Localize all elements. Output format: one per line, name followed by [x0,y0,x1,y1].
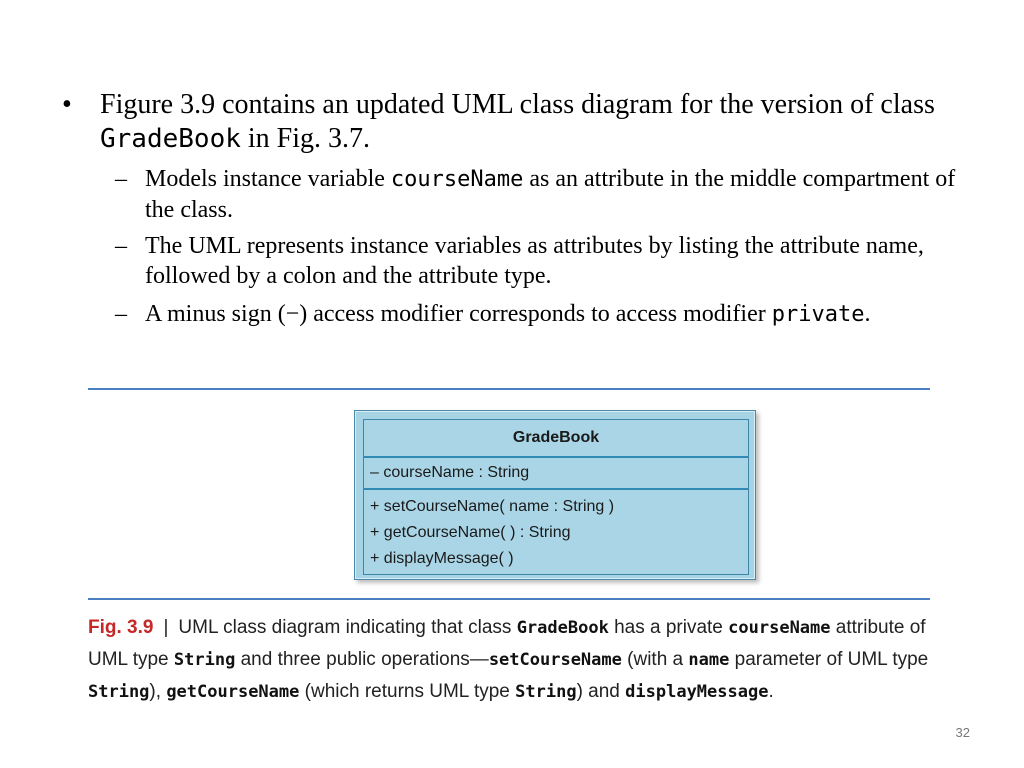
caption-code: getCourseName [166,682,300,702]
caption-separator: | [163,617,169,638]
sub-bullet-text: as an attribute in the middle compartment of the class. [145,166,956,223]
code-term: private [771,302,865,327]
code-term: GradeBook [100,124,241,154]
caption-text: has a private [608,617,729,638]
sub-bullet-marker: – [115,166,127,192]
caption-text: . [768,681,774,702]
sub-bullet [115,299,965,330]
bullet-marker: • [62,89,72,120]
caption-text: attribute of UML type [88,617,926,670]
uml-operation: + setCourseName( name : String ) [370,498,615,515]
sub-bullet-text: Models instance variable [145,166,391,192]
uml-operations-compartment [364,490,748,572]
sub-bullet [115,231,965,291]
main-bullet [62,88,970,156]
caption-text: (with a [621,649,689,670]
uml-class-box [363,419,749,575]
caption-code: String [173,650,236,670]
caption-code: GradeBook [516,618,609,638]
sub-bullet-marker: – [115,301,127,327]
uml-operation: + getCourseName( ) : String [370,524,571,541]
caption-text: (which returns UML type [299,681,516,702]
caption-code: name [688,650,730,670]
uml-attributes-compartment [364,458,748,490]
caption-code: courseName [728,618,831,638]
caption-text: and three public operations— [235,649,489,670]
figure-top-rule [88,388,930,390]
caption-code: displayMessage [625,682,769,702]
sub-bullet-text: The UML represents instance variables as attributes by listing the attribute name, followed by a colon and the attribute type. [145,233,924,289]
uml-operation: + displayMessage( ) [370,550,514,567]
figure-bottom-rule [88,598,930,600]
caption-text: ), [149,681,167,702]
sub-bullet-text: . [864,301,871,327]
figure-caption [88,612,938,708]
code-term: courseName [390,167,524,192]
uml-class-diagram [354,410,756,580]
bullet-text: Figure 3.9 contains an updated UML class diagram for the version of class [100,89,935,120]
sub-bullet-marker: – [115,233,127,259]
figure-label: Fig. 3.9 [88,617,154,638]
caption-code: String [88,682,150,702]
caption-text: UML class diagram indicating that class [178,617,517,638]
caption-text: ) and [576,681,626,702]
bullet-text: in Fig. 3.7. [240,123,371,154]
caption-code: String [515,682,577,702]
uml-attribute: – courseName : String [370,464,530,481]
slide-number: 32 [955,725,970,740]
caption-code: setCourseName [488,650,622,670]
sub-bullet [115,164,965,225]
caption-text: parameter of UML type [729,649,929,670]
uml-class-name: GradeBook [364,420,748,458]
sub-bullet-text: A minus sign (−) access modifier corresponds to access modifier [145,301,772,327]
